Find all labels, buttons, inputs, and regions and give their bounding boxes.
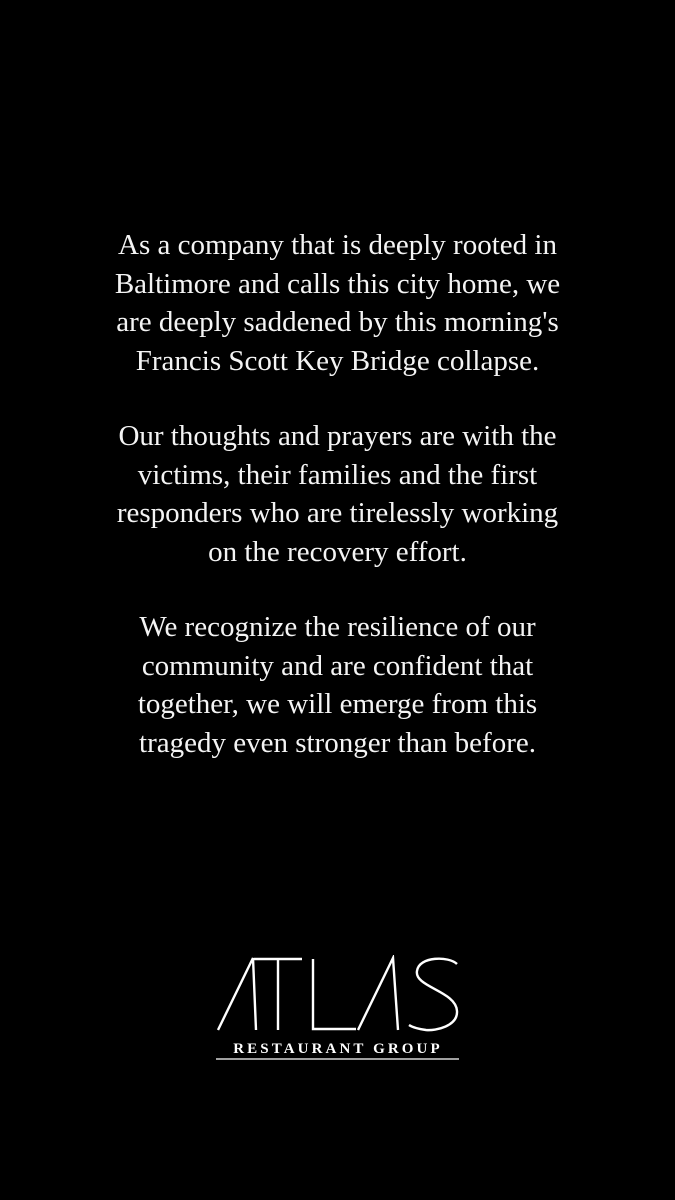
letter-a-1	[218, 958, 256, 1030]
statement-line: responders who are tirelessly working	[116, 497, 559, 529]
paragraph-company-condolence	[40, 226, 635, 380]
statement-line: victims, their families and the first	[137, 458, 538, 491]
letter-a-2	[358, 958, 398, 1030]
statement-line: community and are confident that	[141, 649, 534, 682]
letter-l	[313, 959, 356, 1029]
statement-line: Baltimore and calls this city home, we	[114, 267, 561, 300]
letter-s	[409, 959, 457, 1030]
statement-line: tragedy even stronger than before.	[139, 726, 536, 759]
tagline-text: RESTAURANT GROUP	[233, 1041, 443, 1057]
paragraph-thoughts-prayers	[40, 417, 635, 571]
statement-line: Francis Scott Key Bridge collapse.	[135, 344, 540, 377]
atlas-wordmark	[218, 958, 457, 1030]
statement-line: together, we will emerge from this	[137, 688, 538, 720]
statement-line: We recognize the resilience of our	[139, 611, 536, 643]
statement-line: As a company that is deeply rooted in	[118, 229, 557, 261]
statement-line: Our thoughts and prayers are with the	[118, 420, 557, 452]
statement-line: on the recovery effort.	[208, 535, 467, 568]
paragraph-resilience	[40, 608, 635, 762]
atlas-restaurant-group-logo	[216, 955, 460, 1065]
statement-text	[40, 226, 635, 799]
statement-line: are deeply saddened by this morning's	[116, 306, 559, 338]
